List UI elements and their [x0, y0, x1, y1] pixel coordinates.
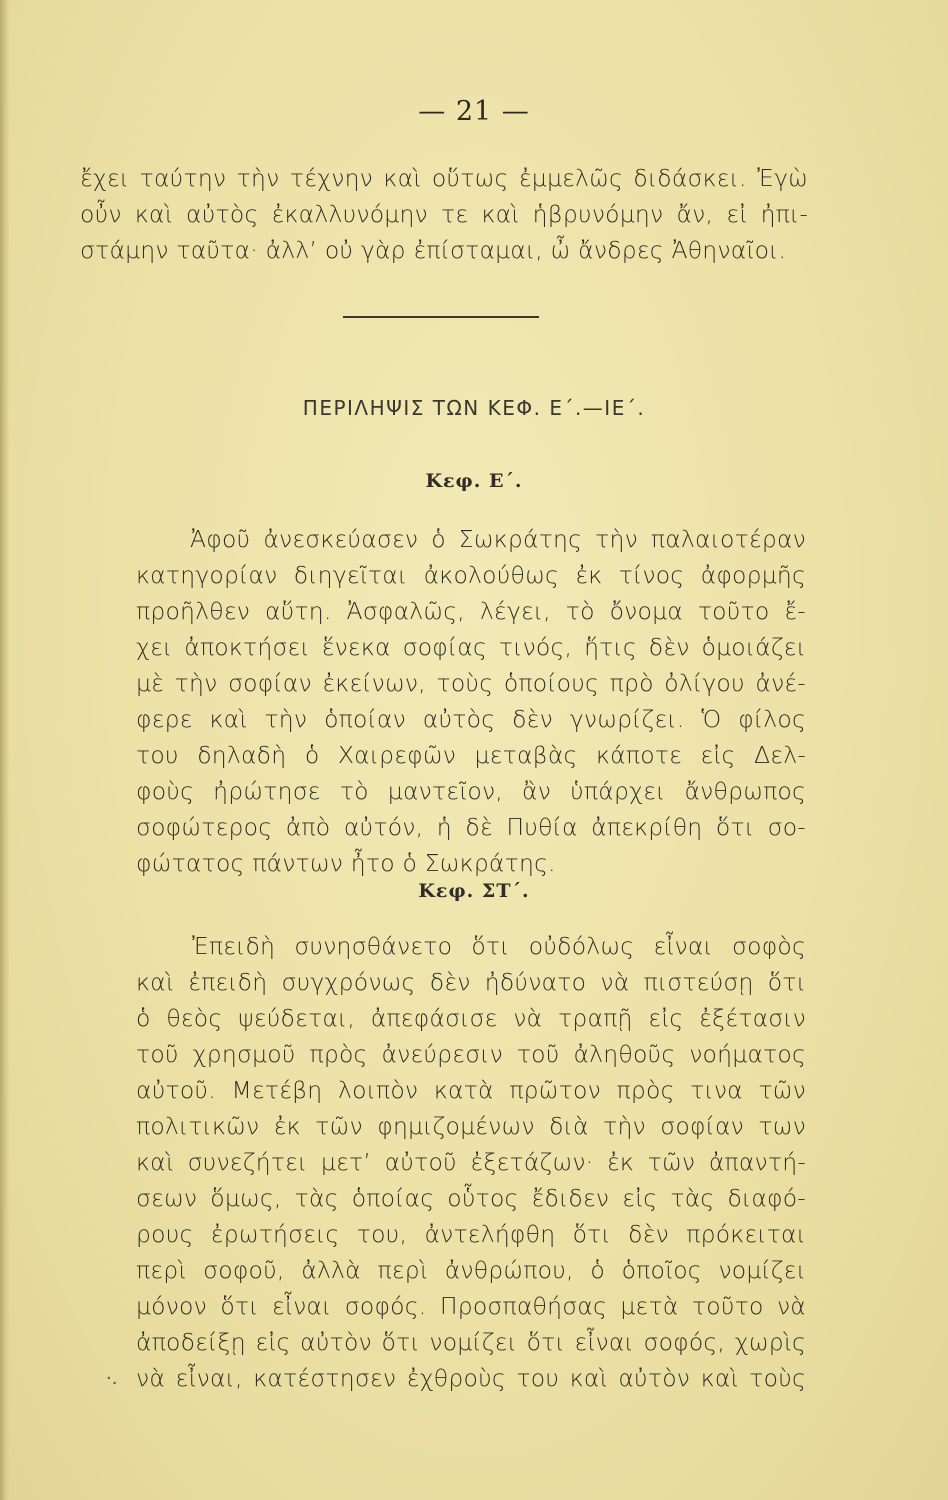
- chapter-line: περὶ σοφοῦ, ἀλλὰ περὶ ἀνθρώπου, ὁ ὁποῖος νομίζει: [136, 1256, 806, 1284]
- chapter-line: σοφώτερος ἀπὸ αὐτόν, ἡ δὲ Πυθία ἀπεκρίθη ὅτι σο-: [136, 813, 806, 841]
- chapter-line: φοὺς ἠρώτησε τὸ μαντεῖον, ἂν ὑπάρχει ἄνθρωπος: [136, 777, 806, 805]
- chapter-line: Ἀφοῦ ἀνεσκεύασεν ὁ Σωκράτης τὴν παλαιοτέραν: [190, 525, 806, 553]
- summary-title: ΠΕΡΙΛΗΨΙΣ ΤΩΝ ΚΕΦ. Ε΄.—ΙΕ΄.: [302, 396, 646, 420]
- chapter-heading: Κεφ. Ε΄.: [425, 470, 523, 492]
- chapter-line: καὶ συνεζήτει μετ’ αὐτοῦ ἐξετάζων· ἐκ τῶν ἀπαντή-: [136, 1148, 806, 1176]
- intro-line: ἔχει ταύτην τὴν τέχνην καὶ οὕτως ἐμμελῶς διδάσκει. Ἐγὼ: [80, 164, 808, 192]
- chapter-line: φώτατος πάντων ἦτο ὁ Σωκράτης.: [136, 849, 556, 877]
- chapter-line: τοῦ χρησμοῦ πρὸς ἀνεύρεσιν τοῦ ἀληθοῦς νοήματος: [136, 1040, 806, 1068]
- chapter-line: πολιτικῶν ἐκ τῶν φημιζομένων διὰ τὴν σοφίαν των: [136, 1112, 806, 1140]
- chapter-line: προῆλθεν αὕτη. Ἀσφαλῶς, λέγει, τὸ ὄνομα τοῦτο ἔ-: [136, 597, 806, 625]
- chapter-line: ρους ἐρωτήσεις του, ἀντελήφθη ὅτι δὲν πρόκειται: [136, 1220, 806, 1248]
- chapter-line: μόνον ὅτι εἶναι σοφός. Προσπαθήσας μετὰ τοῦτο νὰ: [136, 1292, 806, 1320]
- chapter-line: χει ἀποκτήσει ἕνεκα σοφίας τινός, ἥτις δὲν ὁμοιάζει: [136, 633, 806, 661]
- page-spine-edge: [0, 0, 10, 1500]
- chapter-line: σεων ὅμως, τὰς ὁποίας οὗτος ἔδιδεν εἰς τὰς διαφό-: [136, 1184, 806, 1212]
- chapter-line: μὲ τὴν σοφίαν ἐκείνων, τοὺς ὁποίους πρὸ ὀλίγου ἀνέ-: [136, 669, 806, 697]
- chapter-line: καὶ ἐπειδὴ συγχρόνως δὲν ἠδύνατο νὰ πιστεύσῃ ὅτι: [136, 968, 806, 996]
- page-number: — 21 —: [418, 96, 530, 127]
- intro-line: οὖν καὶ αὐτὸς ἐκαλλυνόμην τε καὶ ἡβρυνόμην ἄν, εἰ ἠπι-: [80, 200, 808, 228]
- chapter-line: αὐτοῦ. Μετέβη λοιπὸν κατὰ πρῶτον πρὸς τινα τῶν: [136, 1076, 806, 1104]
- chapter-line: κατηγορίαν διηγεῖται ἀκολούθως ἐκ τίνος ἀφορμῆς: [136, 561, 806, 589]
- chapter-line: νὰ εἶναι, κατέστησεν ἐχθροὺς του καὶ αὐτὸν καὶ τοὺς: [136, 1364, 806, 1392]
- chapter-line: Ἐπειδὴ συνησθάνετο ὅτι οὐδόλως εἶναι σοφὸς: [192, 932, 806, 960]
- chapter-line: ἀποδείξῃ εἰς αὐτὸν ὅτι νομίζει ὅτι εἶναι σοφός, χωρὶς: [136, 1328, 806, 1356]
- margin-mark: ·.: [106, 1368, 118, 1389]
- chapter-heading: Κεφ. ΣΤ΄.: [418, 880, 530, 902]
- chapter-line: ὁ θεὸς ψεύδεται, ἀπεφάσισε νὰ τραπῇ εἰς ἐξέτασιν: [136, 1004, 806, 1032]
- chapter-line: του δηλαδὴ ὁ Χαιρεφῶν μεταβὰς κάποτε εἰς Δελ-: [136, 741, 806, 769]
- intro-line: στάμην ταῦτα· ἀλλ’ οὐ γὰρ ἐπίσταμαι, ὦ ἄνδρες Ἀθηναῖοι.: [80, 236, 787, 264]
- chapter-line: φερε καὶ τὴν ὁποίαν αὐτὸς δὲν γνωρίζει. Ὁ φίλος: [136, 705, 806, 733]
- section-divider-rule: [343, 316, 539, 318]
